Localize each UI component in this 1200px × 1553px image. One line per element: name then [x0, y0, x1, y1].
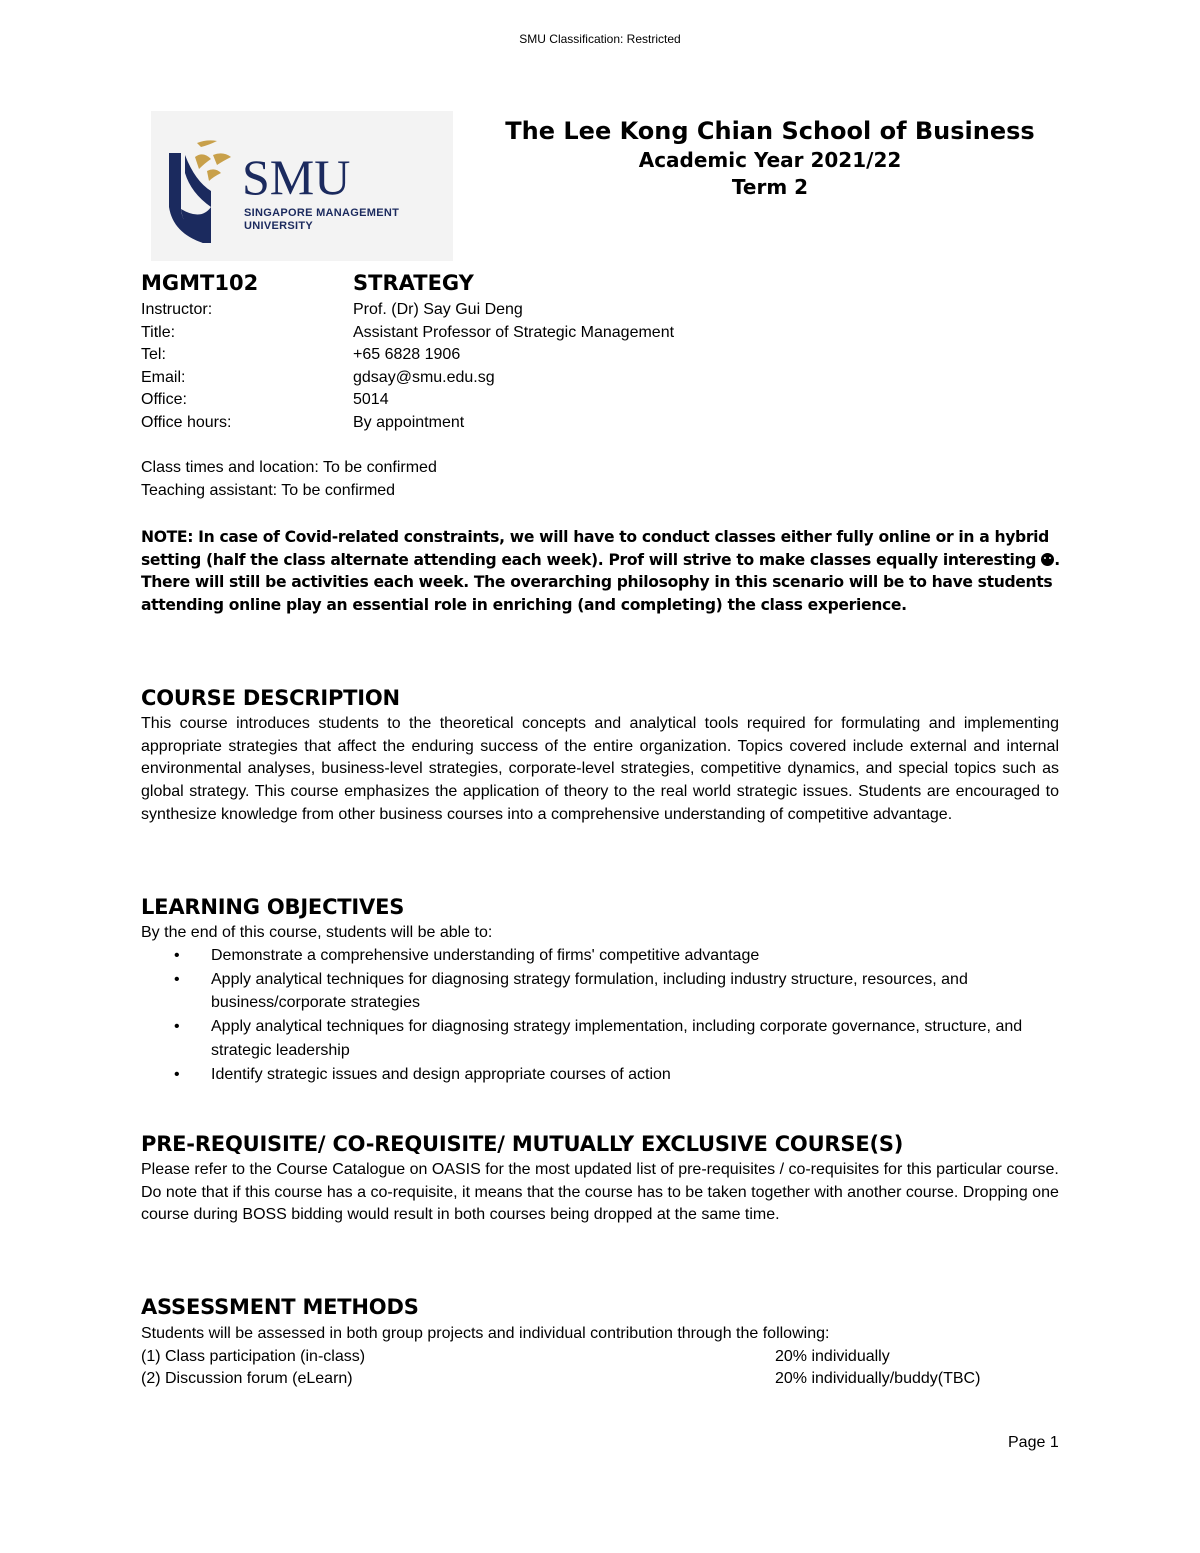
smu-logo	[151, 111, 453, 261]
assessment-row	[141, 1346, 1059, 1368]
assessment-item: (1) Class participation (in-class)	[141, 1348, 366, 1365]
course-code: MGMT102	[141, 271, 259, 295]
logo-line1: SINGAPORE MANAGEMENT	[244, 207, 400, 219]
email-link[interactable]: gdsay@smu.edu.sg	[353, 368, 495, 386]
info-label: Office hours:	[141, 413, 232, 431]
logo-line2: UNIVERSITY	[244, 220, 314, 232]
academic-year: Academic Year 2021/22	[638, 148, 902, 172]
term: Term 2	[731, 175, 809, 199]
list-item	[141, 944, 1059, 968]
learning-objectives-intro: By the end of this course, students will be able to:	[141, 924, 493, 941]
list-item-text: Demonstrate a comprehensive understanding of firms' competitive advantage	[211, 947, 760, 964]
class-times: Class times and location: To be confirmed	[141, 459, 437, 476]
list-item-text: Apply analytical techniques for diagnosing strategy formulation, including industry structure, resources, and business/corporate strategies	[211, 970, 968, 1012]
course-title: STRATEGY	[353, 271, 474, 295]
objectives-list	[141, 944, 1059, 1086]
bullet: •	[174, 1018, 180, 1036]
bullet: •	[174, 947, 180, 964]
bullet: •	[174, 970, 180, 988]
assessment-intro: Students will be assessed in both group projects and individual contribution through the following:	[141, 1325, 830, 1342]
info-label: Email:	[141, 368, 186, 386]
page-number: Page 1	[1008, 1434, 1059, 1451]
info-label: Office:	[141, 391, 187, 409]
logo-university-name	[244, 207, 399, 233]
teaching-assistant: Teaching assistant: To be confirmed	[141, 482, 396, 499]
info-label: Tel:	[141, 346, 166, 364]
note-text-2: . There will still be activities each week. The overarching philosophy in this scenario will be to have students attending online play an essential role in enriching (and completing) the class experience.	[141, 550, 1060, 614]
info-label: Title:	[141, 323, 176, 341]
course-description-heading: COURSE DESCRIPTION	[141, 686, 400, 710]
assessment-weight: 20% individually	[775, 1348, 890, 1365]
bullet: •	[174, 1065, 180, 1083]
school-name: The Lee Kong Chian School of Business	[505, 117, 1035, 145]
info-value: By appointment	[353, 413, 465, 431]
list-item-text: Identify strategic issues and design appropriate courses of action	[211, 1065, 671, 1083]
note-text-1: NOTE: In case of Covid-related constraints, we will have to conduct classes either fully online or in a hybrid setting (half the class alternate attending each week). Prof will strive to make classes equally interesting	[141, 528, 1049, 569]
info-value: +65 6828 1906	[353, 346, 461, 364]
list-item	[141, 1015, 1059, 1062]
info-label: Instructor:	[141, 301, 213, 318]
prerequisite-body: Please refer to the Course Catalogue on OASIS for the most updated list of pre-requisites / co-requisites for this particular course. Do note that if this course has a co-requisite, it means that the course has to be taken together with another course. Dropping one course during BOSS bidding would result in both courses being dropped at the same time.	[141, 1161, 1059, 1224]
logo-abbrev: SMU	[242, 149, 351, 205]
classification-label: SMU Classification: Restricted	[519, 32, 681, 46]
list-item-text: Apply analytical techniques for diagnosing strategy implementation, including corporate governance, structure, and strategic leadership	[211, 1018, 1023, 1059]
assessment-weight: 20% individually/buddy(TBC)	[775, 1370, 981, 1387]
course-description-body: This course introduces students to the theoretical concepts and analytical tools required for formulating and implementing appropriate strategies that affect the enduring success of the entire organization. Topics covered include external and internal environmental analyses, business-level strategies, corporate-level strategies, competitive dynamics, and special topics such as global strategy. This course emphasizes the application of theory to the real world strategic issues. Students are encouraged to synthesize knowledge from other business courses into a comprehensive understanding of competitive advantage.	[141, 715, 1059, 823]
assessment-row	[141, 1368, 1059, 1390]
info-value: Assistant Professor of Strategic Management	[353, 323, 675, 341]
assessment-heading: ASSESSMENT METHODS	[141, 1295, 419, 1319]
list-item	[141, 1063, 1059, 1087]
info-value: 5014	[353, 391, 389, 409]
assessment-item: (2) Discussion forum (eLearn)	[141, 1370, 353, 1387]
prerequisite-heading: PRE-REQUISITE/ CO-REQUISITE/ MUTUALLY EXCLUSIVE COURSE(S)	[141, 1132, 904, 1156]
smiley-icon	[1041, 553, 1054, 566]
covid-note	[141, 526, 1061, 616]
list-item	[141, 968, 1059, 1015]
info-value: Prof. (Dr) Say Gui Deng	[353, 301, 523, 318]
school-header	[440, 116, 1100, 200]
learning-objectives-heading: LEARNING OBJECTIVES	[141, 895, 405, 919]
